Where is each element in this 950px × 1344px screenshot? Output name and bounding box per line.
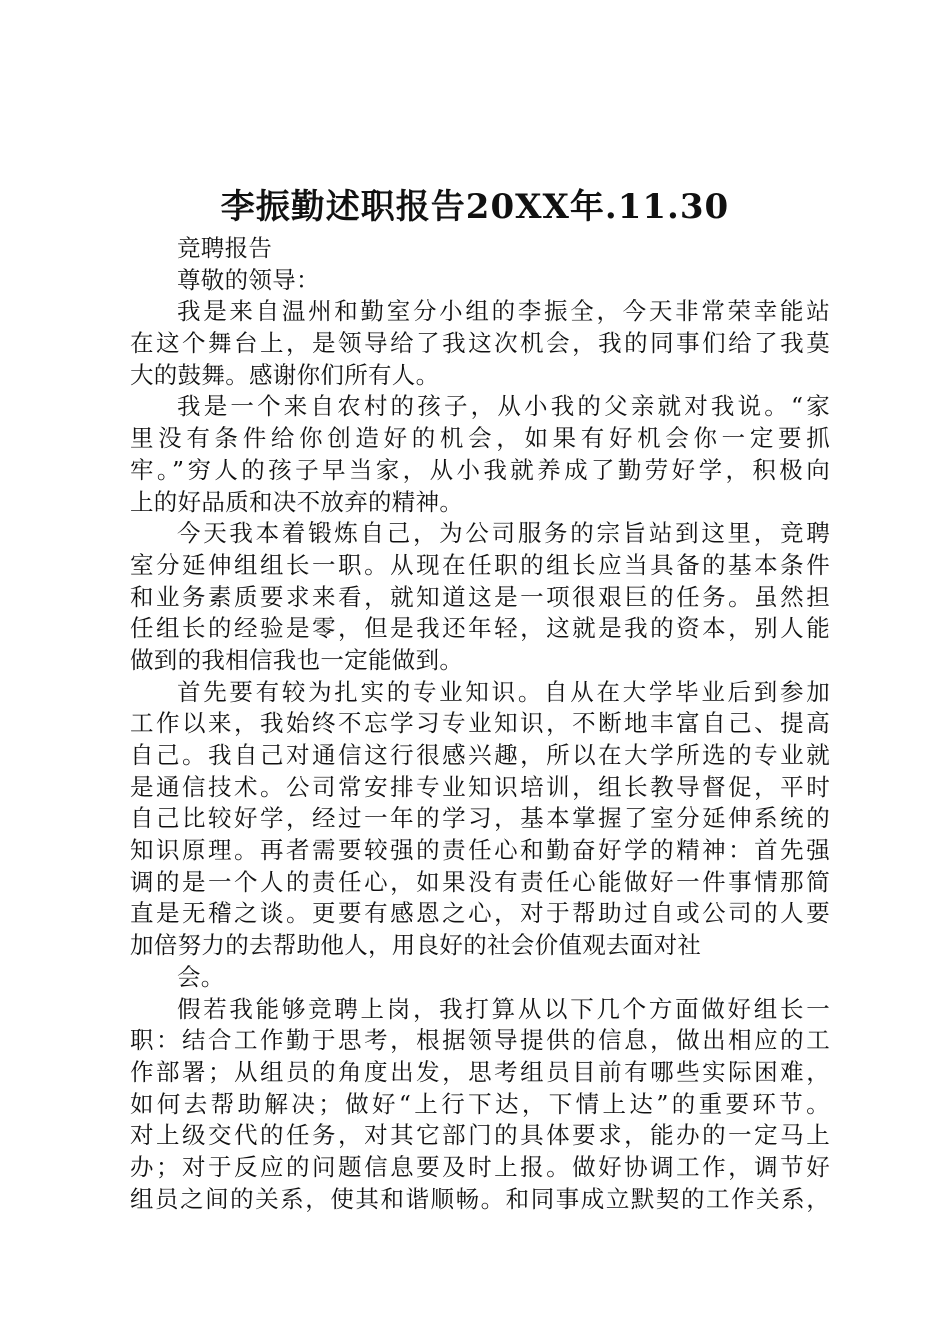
text-line: 首先要有较为扎实的专业知识。自从在大学毕业后到参加	[177, 677, 830, 706]
text-line: 竞聘报告	[177, 234, 273, 262]
text-line: 和业务素质要求来看，就知道这是一项很艰巨的任务。虽然担	[130, 582, 830, 611]
text-line: 工作以来，我始终不忘学习专业知识，不断地丰富自己、提高	[130, 709, 830, 738]
text-line: 是通信技术。公司常安排专业知识培训，组长教导督促，平时	[130, 772, 830, 801]
document-title: 李振勤述职报告20XX年.11.30	[220, 187, 730, 227]
text-line: 调的是一个人的责任心，如果没有责任心能做好一件事情那简	[130, 867, 830, 896]
text-line: 知识原理。再者需要较强的责任心和勤奋好学的精神：首先强	[130, 836, 830, 865]
text-line: 我是一个来自农村的孩子，从小我的父亲就对我说。“家	[177, 392, 830, 421]
text-line: 室分延伸组组长一职。从现在任职的组长应当具备的基本条件	[130, 550, 830, 579]
text-line: 办；对于反应的问题信息要及时上报。做好协调工作，调节好	[130, 1152, 830, 1181]
text-line: 今天我本着锻炼自己，为公司服务的宗旨站到这里，竞聘	[177, 519, 830, 548]
text-line: 在这个舞台上，是领导给了我这次机会，我的同事们给了我莫	[130, 329, 830, 358]
text-line: 职：结合工作勤于思考，根据领导提供的信息，做出相应的工	[130, 1026, 830, 1055]
text-line: 我是来自温州和勤室分小组的李振全，今天非常荣幸能站	[177, 297, 830, 326]
text-line: 作部署；从组员的角度出发，思考组员目前有哪些实际困难，	[130, 1057, 830, 1086]
text-line: 加倍努力的去帮助他人，用良好的社会价值观去面对社	[130, 931, 702, 960]
text-line: 尊敬的领导：	[177, 265, 320, 294]
text-line: 做到的我相信我也一定能做到。	[130, 645, 464, 674]
text-line: 牢。”穷人的孩子早当家，从小我就养成了勤劳好学，积极向	[130, 455, 830, 484]
text-line: 直是无稽之谈。更要有感恩之心，对于帮助过自或公司的人要	[130, 899, 830, 928]
text-line: 会。	[177, 962, 225, 991]
text-line: 假若我能够竞聘上岗，我打算从以下几个方面做好组长一	[177, 994, 830, 1023]
text-line: 自己比较好学，经过一年的学习，基本掌握了室分延伸系统的	[130, 804, 830, 833]
text-line: 如何去帮助解决；做好“上行下达，下情上达”的重要环节。	[130, 1089, 830, 1118]
text-line: 任组长的经验是零，但是我还年轻，这就是我的资本，别人能	[130, 614, 830, 643]
text-line: 自己。我自己对通信这行很感兴趣，所以在大学所选的专业就	[130, 741, 830, 769]
document-body	[130, 233, 830, 1215]
text-line: 上的好品质和决不放弃的精神。	[130, 487, 464, 516]
text-line: 大的鼓舞。感谢你们所有人。	[130, 360, 440, 389]
text-line: 里没有条件给你创造好的机会，如果有好机会你一定要抓	[130, 424, 830, 453]
text-line: 对上级交代的任务，对其它部门的具体要求，能办的一定马上	[130, 1121, 830, 1150]
text-line: 组员之间的关系，使其和谐顺畅。和同事成立默契的工作关系，	[130, 1184, 830, 1213]
